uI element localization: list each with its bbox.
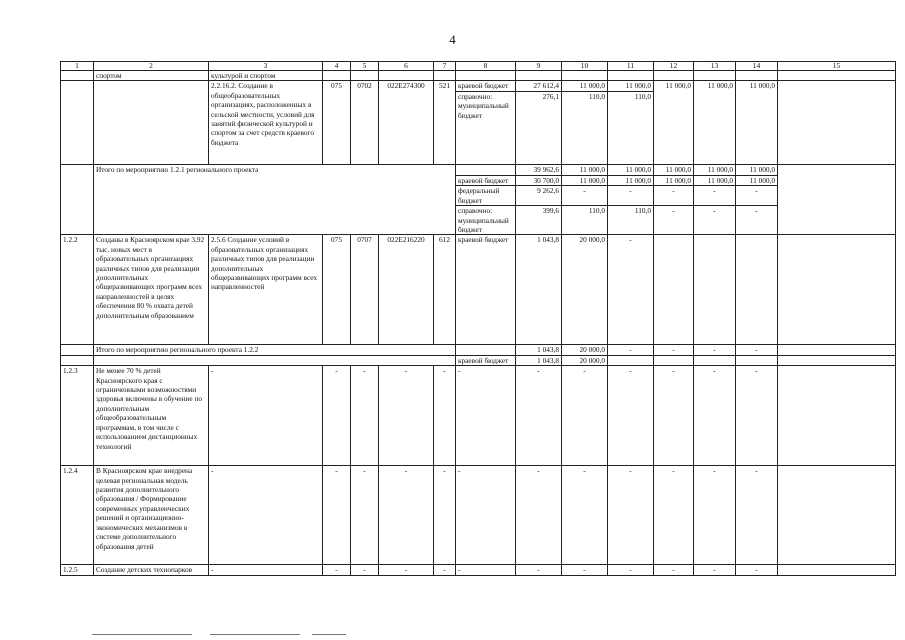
funding-source: справочно: муниципальный бюджет bbox=[456, 91, 515, 120]
col-header: 4 bbox=[323, 62, 351, 71]
dash-cell: - bbox=[736, 565, 778, 575]
funding-source: справочно: муниципальный бюджет bbox=[456, 206, 516, 235]
expense-code: 612 bbox=[434, 235, 456, 345]
dash-cell: - bbox=[654, 466, 694, 565]
dash-cell: - bbox=[351, 466, 379, 565]
dash-cell: - bbox=[694, 366, 736, 466]
col-header: 6 bbox=[379, 62, 434, 71]
col-header: 2 bbox=[94, 62, 209, 71]
dash-cell: - bbox=[323, 565, 351, 575]
value-cell: 11 000,0 bbox=[608, 165, 654, 175]
value-cell: 11 000,0 bbox=[608, 175, 654, 185]
row-number: 1.2.5 bbox=[61, 565, 94, 575]
value-cell: 11 000,0 bbox=[654, 175, 694, 185]
funding-source: краевой бюджет bbox=[456, 355, 516, 365]
funding-source: краевой бюджет bbox=[456, 175, 516, 185]
value-cell: 20 000,0 bbox=[562, 345, 608, 355]
dash-cell: - bbox=[654, 565, 694, 575]
dash-cell: - bbox=[694, 565, 736, 575]
value-cell: - bbox=[654, 186, 694, 206]
grbs-code: 075 bbox=[323, 81, 351, 165]
value-cell: - bbox=[694, 206, 736, 235]
value-cell: 11 000,0 bbox=[736, 175, 778, 185]
dash-cell: - bbox=[516, 366, 562, 466]
value-cell: 11 000,0 bbox=[749, 81, 775, 91]
budget-table bbox=[60, 61, 896, 576]
dash-cell: - bbox=[379, 565, 434, 575]
funding-source: краевой бюджет bbox=[458, 81, 509, 91]
value-cell: 11 000,0 bbox=[736, 165, 778, 175]
table-row bbox=[61, 565, 896, 575]
target-code: 022E274300 bbox=[379, 81, 434, 165]
dash-cell: - bbox=[323, 366, 351, 466]
value-cell: - bbox=[694, 186, 736, 206]
measure-text: В Красноярском крае внедрена целевая региональная модель развития дополнительного образования / Формирование современных управленческих решений и организационно-экономических механизмов в системе дополнительного образования детей bbox=[94, 466, 209, 565]
col-header: 3 bbox=[209, 62, 323, 71]
col-header: 12 bbox=[654, 62, 694, 71]
row-number: 1.2.4 bbox=[61, 466, 94, 565]
table-row bbox=[61, 366, 896, 466]
funding-source: краевой бюджет bbox=[456, 235, 516, 345]
table-row bbox=[61, 81, 896, 165]
measure-text: Созданы в Красноярском крае 3,92 тыс. новых мест в образовательных организациях различных типов для реализации дополнительных общеразвивающих программ всех направленностей в целях обеспечения 80 % охвата детей дополнительным образованием bbox=[94, 235, 209, 345]
total-row bbox=[61, 345, 896, 355]
table-row bbox=[61, 235, 896, 345]
value-cell: 11 000,0 bbox=[579, 81, 605, 91]
value-cell: 11 000,0 bbox=[707, 81, 733, 91]
col-header: 7 bbox=[434, 62, 456, 71]
column-header-row bbox=[61, 62, 896, 71]
measure-text: Не менее 70 % детей Красноярского края с ограниченными возможностями здоровья включены в обучение по дополнительным общеобразовательным программам, в том числе с использованием дистанционных технологий bbox=[94, 366, 209, 466]
dash-cell: - bbox=[456, 565, 516, 575]
dash-cell: - bbox=[562, 565, 608, 575]
value-cell: 20 000,0 bbox=[562, 235, 608, 345]
dash-cell: - bbox=[608, 366, 654, 466]
col-header: 1 bbox=[61, 62, 94, 71]
dash-cell: - bbox=[351, 565, 379, 575]
dash-cell: - bbox=[379, 466, 434, 565]
expense-code: 521 bbox=[434, 81, 456, 165]
total-label: Итого по мероприятию регионального проекта 1.2.2 bbox=[94, 345, 456, 355]
col-header: 11 bbox=[608, 62, 654, 71]
value-cell: 11 000,0 bbox=[665, 81, 691, 91]
page-number: 4 bbox=[449, 32, 456, 47]
value-cell: 110,0 bbox=[608, 206, 654, 235]
value-cell: 27 612,4 bbox=[533, 81, 559, 91]
dash-cell: - bbox=[654, 366, 694, 466]
value-cell: 110,0 bbox=[562, 206, 608, 235]
col-header: 13 bbox=[694, 62, 736, 71]
value-cell: 39 962,6 bbox=[516, 165, 562, 175]
value-cell: 1 043,8 bbox=[516, 235, 562, 345]
value-cell: 110,0 bbox=[608, 91, 653, 101]
action-text: культурой и спортом bbox=[209, 71, 323, 81]
total-row bbox=[61, 165, 896, 175]
value-cell: - bbox=[608, 345, 654, 355]
section-code: 0707 bbox=[351, 235, 379, 345]
scan-line bbox=[210, 634, 300, 635]
table-row bbox=[61, 71, 896, 81]
value-cell: - bbox=[608, 186, 654, 206]
dash-cell: - bbox=[694, 466, 736, 565]
scan-line bbox=[92, 634, 192, 635]
value-cell: 20 000,0 bbox=[562, 355, 608, 365]
dash-cell: - bbox=[379, 366, 434, 466]
value-cell: - bbox=[736, 345, 778, 355]
action-text: 2.5.6 Создание условий в образовательных организациях различных типов для реализации дополнительных общеразвивающих программ всех направленностей bbox=[209, 235, 323, 345]
dash-cell: - bbox=[209, 565, 323, 575]
value-cell: 30 700,0 bbox=[516, 175, 562, 185]
dash-cell: - bbox=[736, 466, 778, 565]
col-header: 5 bbox=[351, 62, 379, 71]
value-cell: - bbox=[608, 235, 654, 345]
dash-cell: - bbox=[608, 466, 654, 565]
value-cell: 11 000,0 bbox=[694, 175, 736, 185]
funding-source: федеральный бюджет bbox=[456, 186, 516, 206]
value-cell: - bbox=[736, 186, 778, 206]
col-header: 15 bbox=[778, 62, 896, 71]
value-cell: 11 000,0 bbox=[562, 165, 608, 175]
total-row bbox=[61, 355, 896, 365]
col-header: 10 bbox=[562, 62, 608, 71]
dash-cell: - bbox=[608, 565, 654, 575]
value-cell: - bbox=[736, 206, 778, 235]
value-cell: 11 000,0 bbox=[625, 81, 651, 91]
dash-cell: - bbox=[516, 565, 562, 575]
dash-cell: - bbox=[516, 466, 562, 565]
scan-line bbox=[312, 634, 346, 635]
value-cell: - bbox=[654, 345, 694, 355]
col-header: 14 bbox=[736, 62, 778, 71]
action-text: 2.2.16.2. Создание в общеобразовательных организациях, расположенных в сельской местности, условий для занятий физической культурой и спортом за счет средств краевого бюджета bbox=[209, 81, 323, 165]
dash-cell: - bbox=[351, 366, 379, 466]
row-number: 1.2.2 bbox=[61, 235, 94, 345]
section-code: 0702 bbox=[351, 81, 379, 165]
value-cell: 110,0 bbox=[562, 91, 607, 101]
dash-cell: - bbox=[562, 366, 608, 466]
value-cell: 11 000,0 bbox=[562, 175, 608, 185]
value-cell: 9 262,6 bbox=[516, 186, 562, 206]
total-label: Итого по мероприятию 1.2.1 регионального проекта bbox=[94, 165, 456, 235]
value-cell: 11 000,0 bbox=[694, 165, 736, 175]
grbs-code: 075 bbox=[323, 235, 351, 345]
dash-cell: - bbox=[562, 466, 608, 565]
table-row bbox=[61, 466, 896, 565]
dash-cell: - bbox=[209, 466, 323, 565]
value-cell: - bbox=[654, 206, 694, 235]
dash-cell: - bbox=[456, 466, 516, 565]
value-cell: 11 000,0 bbox=[654, 165, 694, 175]
funding-source bbox=[456, 345, 516, 355]
measure-text: спортом bbox=[94, 71, 209, 81]
dash-cell: - bbox=[209, 366, 323, 466]
value-cell: - bbox=[562, 186, 608, 206]
dash-cell: - bbox=[434, 565, 456, 575]
dash-cell: - bbox=[434, 466, 456, 565]
col-header: 8 bbox=[456, 62, 516, 71]
measure-text: Создание детских технопарков bbox=[94, 565, 209, 575]
value-cell: 1 043,8 bbox=[516, 345, 562, 355]
dash-cell: - bbox=[736, 366, 778, 466]
row-number: 1.2.3 bbox=[61, 366, 94, 466]
funding-source bbox=[456, 165, 516, 175]
col-header: 9 bbox=[516, 62, 562, 71]
dash-cell: - bbox=[434, 366, 456, 466]
value-cell: 399,6 bbox=[516, 206, 562, 235]
dash-cell: - bbox=[456, 366, 516, 466]
value-cell: - bbox=[694, 345, 736, 355]
dash-cell: - bbox=[323, 466, 351, 565]
value-cell: 276,1 bbox=[516, 91, 561, 101]
value-cell: 1 043,8 bbox=[516, 355, 562, 365]
target-code: 022E216220 bbox=[379, 235, 434, 345]
